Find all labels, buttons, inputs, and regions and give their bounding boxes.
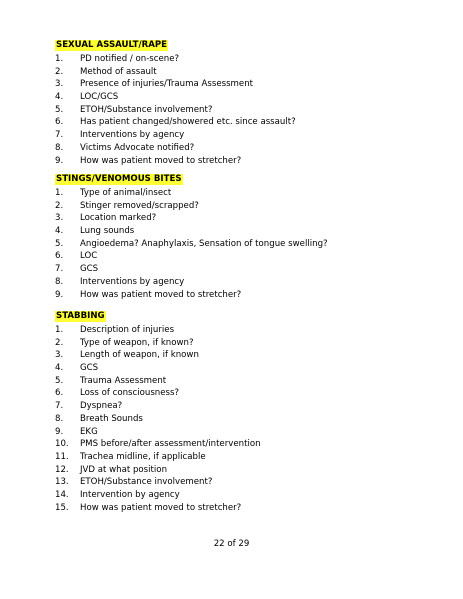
item-text: How was patient moved to stretcher? [80, 502, 242, 513]
item-number: 8. [55, 142, 64, 153]
item-number: 2. [55, 66, 64, 77]
item-text: Method of assault [80, 66, 157, 77]
item-number: 4. [55, 363, 64, 374]
item-text: EKG [80, 426, 98, 437]
item-number: 5. [55, 104, 64, 115]
item-text: Intervention by agency [80, 489, 180, 500]
checklist [55, 324, 425, 514]
item-text: How was patient moved to stretcher? [80, 289, 242, 300]
item-number: 6. [55, 388, 64, 399]
item-number: 1. [55, 188, 64, 198]
item-number: 4. [55, 92, 64, 103]
list-item [55, 502, 425, 515]
section-heading: STABBING [56, 311, 105, 321]
item-text: Has patient changed/showered etc. since assault? [80, 117, 296, 128]
item-text: Type of animal/insect [80, 188, 172, 198]
item-text: Interventions by agency [80, 276, 185, 287]
checklist [55, 187, 425, 301]
item-text: Interventions by agency [80, 130, 185, 141]
list-item [55, 289, 425, 302]
list-item [55, 276, 425, 289]
page-number: 22 of 29 [213, 539, 250, 549]
list-item [55, 116, 425, 129]
item-text: Breath Sounds [80, 413, 143, 424]
list-item [55, 104, 425, 117]
item-text: Stinger removed/scrapped? [80, 200, 199, 211]
item-number: 12. [55, 464, 69, 475]
item-text: LOC/GCS [80, 92, 119, 103]
item-number: 6. [55, 251, 64, 262]
list-item [55, 129, 425, 142]
item-text: Trauma Assessment [80, 375, 167, 386]
list-item [55, 337, 425, 350]
item-number: 3. [55, 79, 64, 90]
section-stabbing [55, 303, 425, 514]
item-number: 8. [55, 276, 64, 287]
list-item [55, 400, 425, 413]
item-text: Victims Advocate notified? [80, 142, 195, 153]
checklist [55, 53, 425, 167]
item-text: LOC [80, 251, 98, 262]
list-item [55, 212, 425, 225]
item-number: 14. [55, 489, 69, 500]
item-number: 9. [55, 155, 64, 166]
item-text: ETOH/Substance involvement? [80, 477, 213, 488]
list-item [55, 362, 425, 375]
list-item [55, 91, 425, 104]
item-number: 5. [55, 375, 64, 386]
item-text: Angioedema? Anaphylaxis, Sensation of tongue swelling? [80, 238, 328, 249]
item-number: 15. [55, 502, 69, 513]
item-text: PD notified / on-scene? [80, 54, 180, 64]
list-item [55, 489, 425, 502]
item-text: Trachea midline, if applicable [80, 451, 206, 462]
item-number: 9. [55, 426, 64, 437]
item-number: 8. [55, 413, 64, 424]
item-number: 7. [55, 401, 64, 412]
item-text: ETOH/Substance involvement? [80, 104, 213, 115]
item-text: GCS [80, 264, 99, 275]
item-number: 3. [55, 213, 64, 224]
item-number: 5. [55, 238, 64, 249]
item-number: 1. [55, 54, 64, 64]
item-text: Loss of consciousness? [80, 388, 180, 399]
item-number: 13. [55, 477, 69, 488]
list-item [55, 464, 425, 477]
section-sexual-assault [55, 32, 425, 167]
list-item [55, 349, 425, 362]
section-heading: SEXUAL ASSAULT/RAPE [56, 40, 168, 50]
item-text: Length of weapon, if known [80, 350, 199, 361]
item-text: How was patient moved to stretcher? [80, 155, 242, 166]
list-item [55, 78, 425, 91]
list-item [55, 476, 425, 489]
list-item [55, 238, 425, 251]
item-number: 7. [55, 130, 64, 141]
list-item [55, 200, 425, 213]
list-item [55, 451, 425, 464]
item-text: GCS [80, 363, 99, 374]
item-text: JVD at what position [80, 464, 168, 475]
list-item [55, 225, 425, 238]
list-item [55, 387, 425, 400]
item-text: Location marked? [80, 213, 157, 224]
item-text: Lung sounds [80, 226, 135, 237]
item-number: 6. [55, 117, 64, 128]
list-item [55, 66, 425, 79]
item-text: Presence of injuries/Trauma Assessment [80, 79, 254, 90]
item-text: Dyspnea? [80, 401, 123, 412]
list-item [55, 263, 425, 276]
item-number: 7. [55, 264, 64, 275]
list-item [55, 187, 425, 200]
list-item [55, 438, 425, 451]
list-item [55, 426, 425, 439]
section-stings-venomous-bites [55, 166, 425, 301]
list-item [55, 250, 425, 263]
item-number: 2. [55, 337, 64, 348]
item-number: 2. [55, 200, 64, 211]
list-item [55, 375, 425, 388]
item-number: 3. [55, 350, 64, 361]
item-number: 10. [55, 439, 69, 450]
list-item [55, 142, 425, 155]
item-text: PMS before/after assessment/intervention [80, 439, 261, 450]
list-item [55, 413, 425, 426]
list-item [55, 53, 425, 66]
item-number: 1. [55, 325, 64, 335]
item-number: 9. [55, 289, 64, 300]
item-text: Description of injuries [80, 325, 175, 335]
list-item [55, 324, 425, 337]
item-number: 11. [55, 451, 69, 462]
item-text: Type of weapon, if known? [80, 337, 194, 348]
section-heading: STINGS/VENOMOUS BITES [56, 174, 182, 184]
item-number: 4. [55, 226, 64, 237]
